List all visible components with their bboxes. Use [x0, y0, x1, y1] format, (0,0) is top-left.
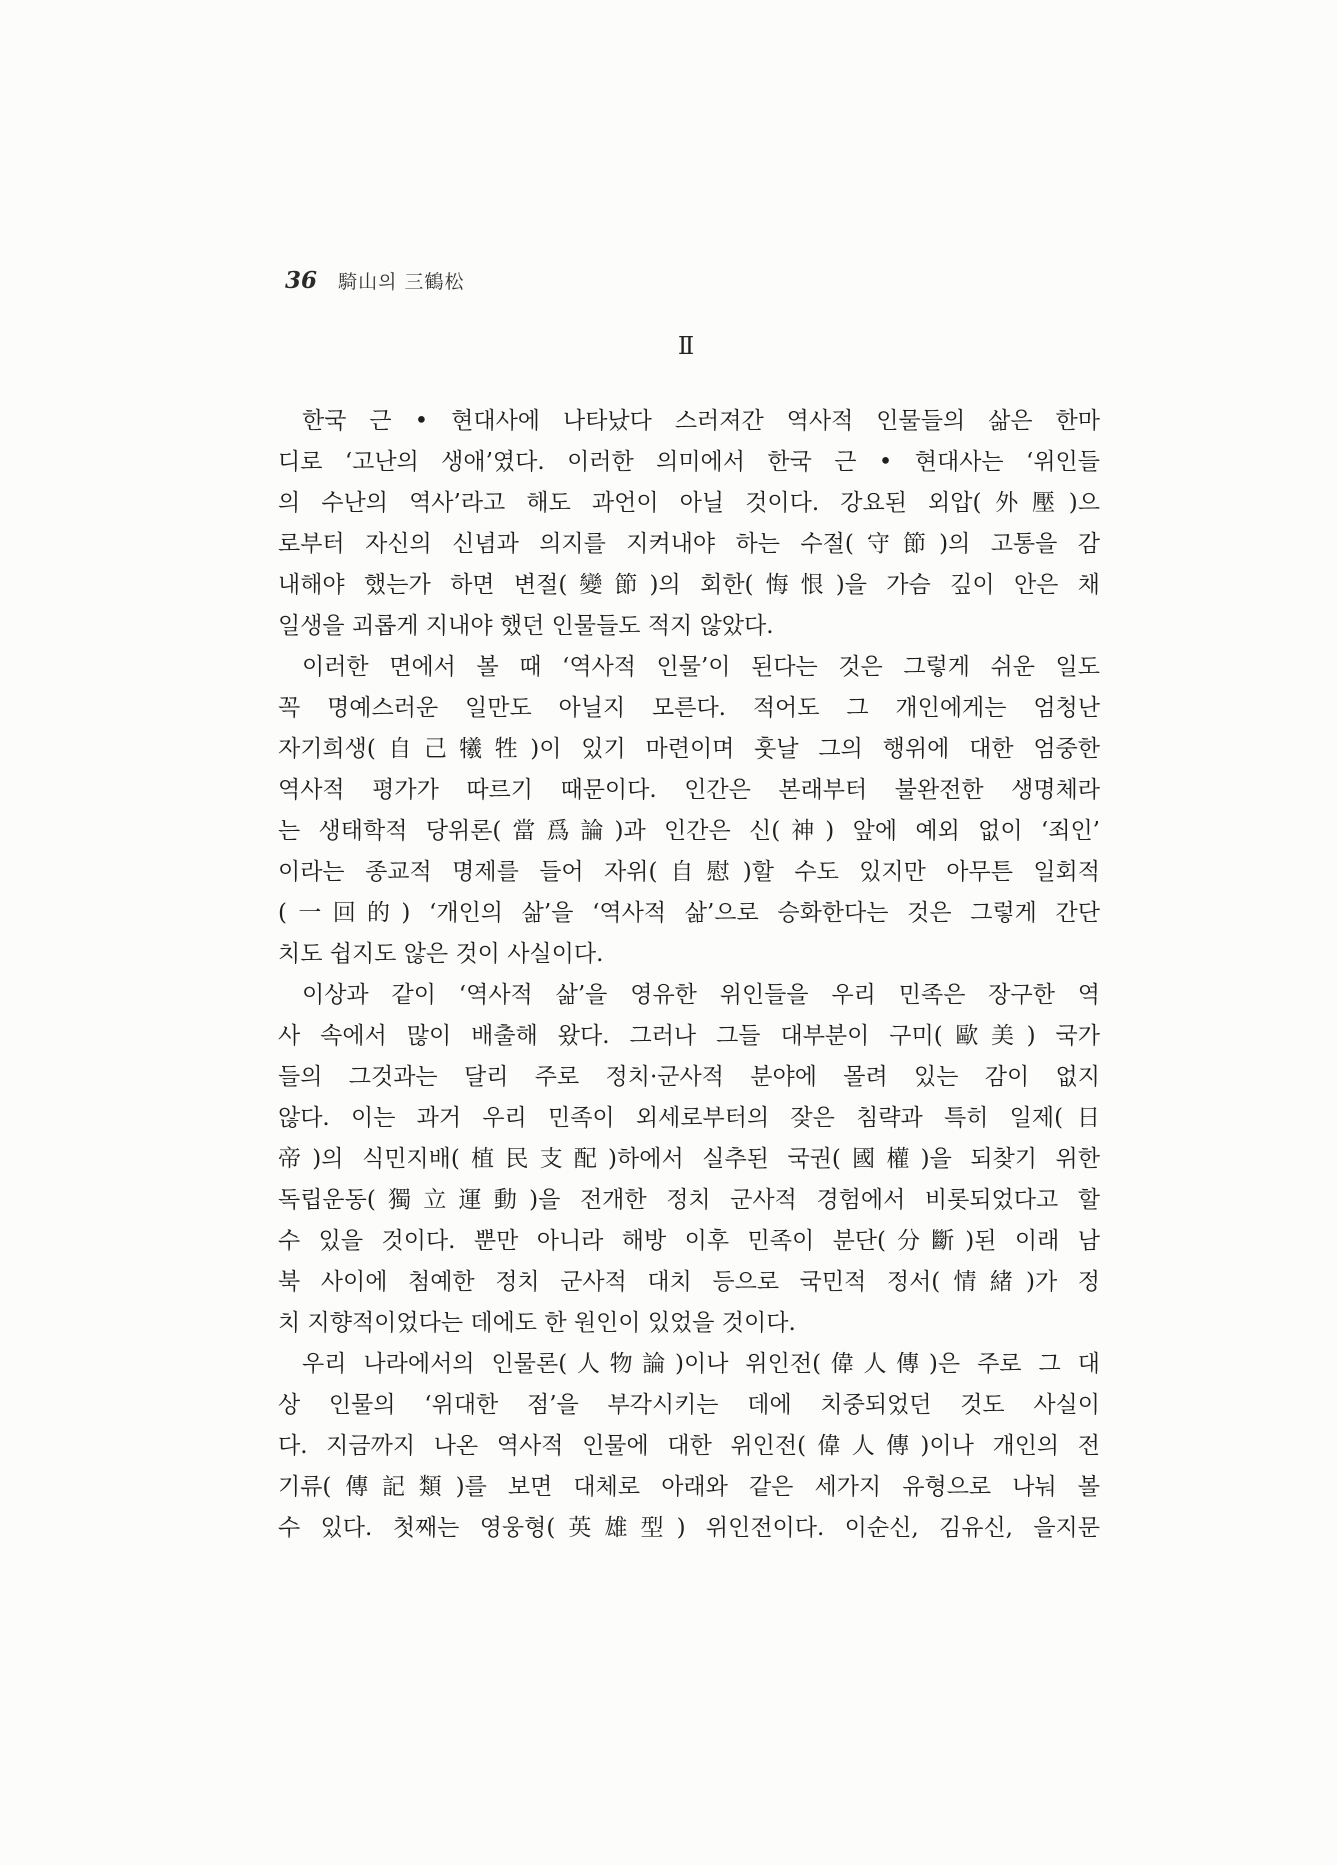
- text-line: 자기희생(自己犧牲)이 있기 마련이며 훗날 그의 행위에 대한 엄중한: [278, 736, 1100, 762]
- text-line: 독립운동(獨立運動)을 전개한 정치 군사적 경험에서 비롯되었다고 할: [278, 1187, 1100, 1213]
- text-line: 북 사이에 첨예한 정치 군사적 대치 등으로 국민적 정서(情緒)가 정: [278, 1269, 1100, 1295]
- section-numeral: Ⅱ: [677, 332, 695, 360]
- text-line: 들의 그것과는 달리 주로 정치·군사적 분야에 몰려 있는 감이 없지: [278, 1064, 1100, 1090]
- text-line: 기류(傳記類)를 보면 대체로 아래와 같은 세가지 유형으로 나눠 볼: [278, 1474, 1100, 1500]
- text-line: 사 속에서 많이 배출해 왔다. 그러나 그들 대부분이 구미(歐美) 국가: [278, 1023, 1100, 1049]
- text-line: 한국 근 • 현대사에 나타났다 스러져간 역사적 인물들의 삶은 한마: [302, 408, 1100, 434]
- text-line: 치 지향적이었다는 데에도 한 원인이 있었을 것이다.: [278, 1310, 796, 1336]
- text-line: 치도 쉽지도 않은 것이 사실이다.: [278, 941, 604, 967]
- text-line: 수 있다. 첫째는 영웅형(英雄型) 위인전이다. 이순신, 김유신, 을지문: [278, 1515, 1100, 1541]
- text-line: 로부터 자신의 신념과 의지를 지켜내야 하는 수절(守節)의 고통을 감: [278, 531, 1100, 557]
- text-line: 帝)의 식민지배(植民支配)하에서 실추된 국권(國權)을 되찾기 위한: [278, 1146, 1100, 1172]
- text-line: 이러한 면에서 볼 때 ‘역사적 인물’이 된다는 것은 그렇게 쉬운 일도: [302, 654, 1100, 680]
- paragraph: [278, 647, 1100, 975]
- paragraph: [278, 401, 1100, 647]
- book-title: 騎山의 三鶴松: [338, 271, 465, 293]
- page-number: 36: [285, 267, 318, 294]
- text-line: 의 수난의 역사’라고 해도 과언이 아닐 것이다. 강요된 외압(外壓)으: [278, 490, 1100, 516]
- paragraph: [278, 975, 1100, 1344]
- text-line: 는 생태학적 당위론(當爲論)과 인간은 신(神) 앞에 예외 없이 ‘죄인’: [278, 818, 1100, 844]
- text-line: 내해야 했는가 하면 변절(變節)의 회한(悔恨)을 가슴 깊이 안은 채: [278, 572, 1100, 598]
- text-line: 디로 ‘고난의 생애’였다. 이러한 의미에서 한국 근 • 현대사는 ‘위인들: [278, 449, 1100, 475]
- text-line: (一回的) ‘개인의 삶’을 ‘역사적 삶’으로 승화한다는 것은 그렇게 간단: [278, 900, 1100, 926]
- text-line: 수 있을 것이다. 뿐만 아니라 해방 이후 민족이 분단(分斷)된 이래 남: [278, 1228, 1100, 1254]
- text-line: 상 인물의 ‘위대한 점’을 부각시키는 데에 치중되었던 것도 사실이: [278, 1392, 1100, 1418]
- text-line: 이상과 같이 ‘역사적 삶’을 영유한 위인들을 우리 민족은 장구한 역: [302, 982, 1100, 1008]
- text-line: 우리 나라에서의 인물론(人物論)이나 위인전(偉人傳)은 주로 그 대: [302, 1351, 1100, 1377]
- text-line: 다. 지금까지 나온 역사적 인물에 대한 위인전(偉人傳)이나 개인의 전: [278, 1433, 1100, 1459]
- text-line: 역사적 평가가 따르기 때문이다. 인간은 본래부터 불완전한 생명체라: [278, 777, 1100, 803]
- text-line: 꼭 명예스러운 일만도 아닐지 모른다. 적어도 그 개인에게는 엄청난: [278, 695, 1100, 721]
- body-text: [278, 401, 1100, 1549]
- text-line: 일생을 괴롭게 지내야 했던 인물들도 적지 않았다.: [278, 613, 774, 639]
- text-line: 이라는 종교적 명제를 들어 자위(自慰)할 수도 있지만 아무튼 일회적: [278, 859, 1100, 885]
- running-header: [285, 264, 465, 298]
- text-line: 않다. 이는 과거 우리 민족이 외세로부터의 잦은 침략과 특히 일제(日: [278, 1105, 1100, 1131]
- paragraph: [278, 1344, 1100, 1549]
